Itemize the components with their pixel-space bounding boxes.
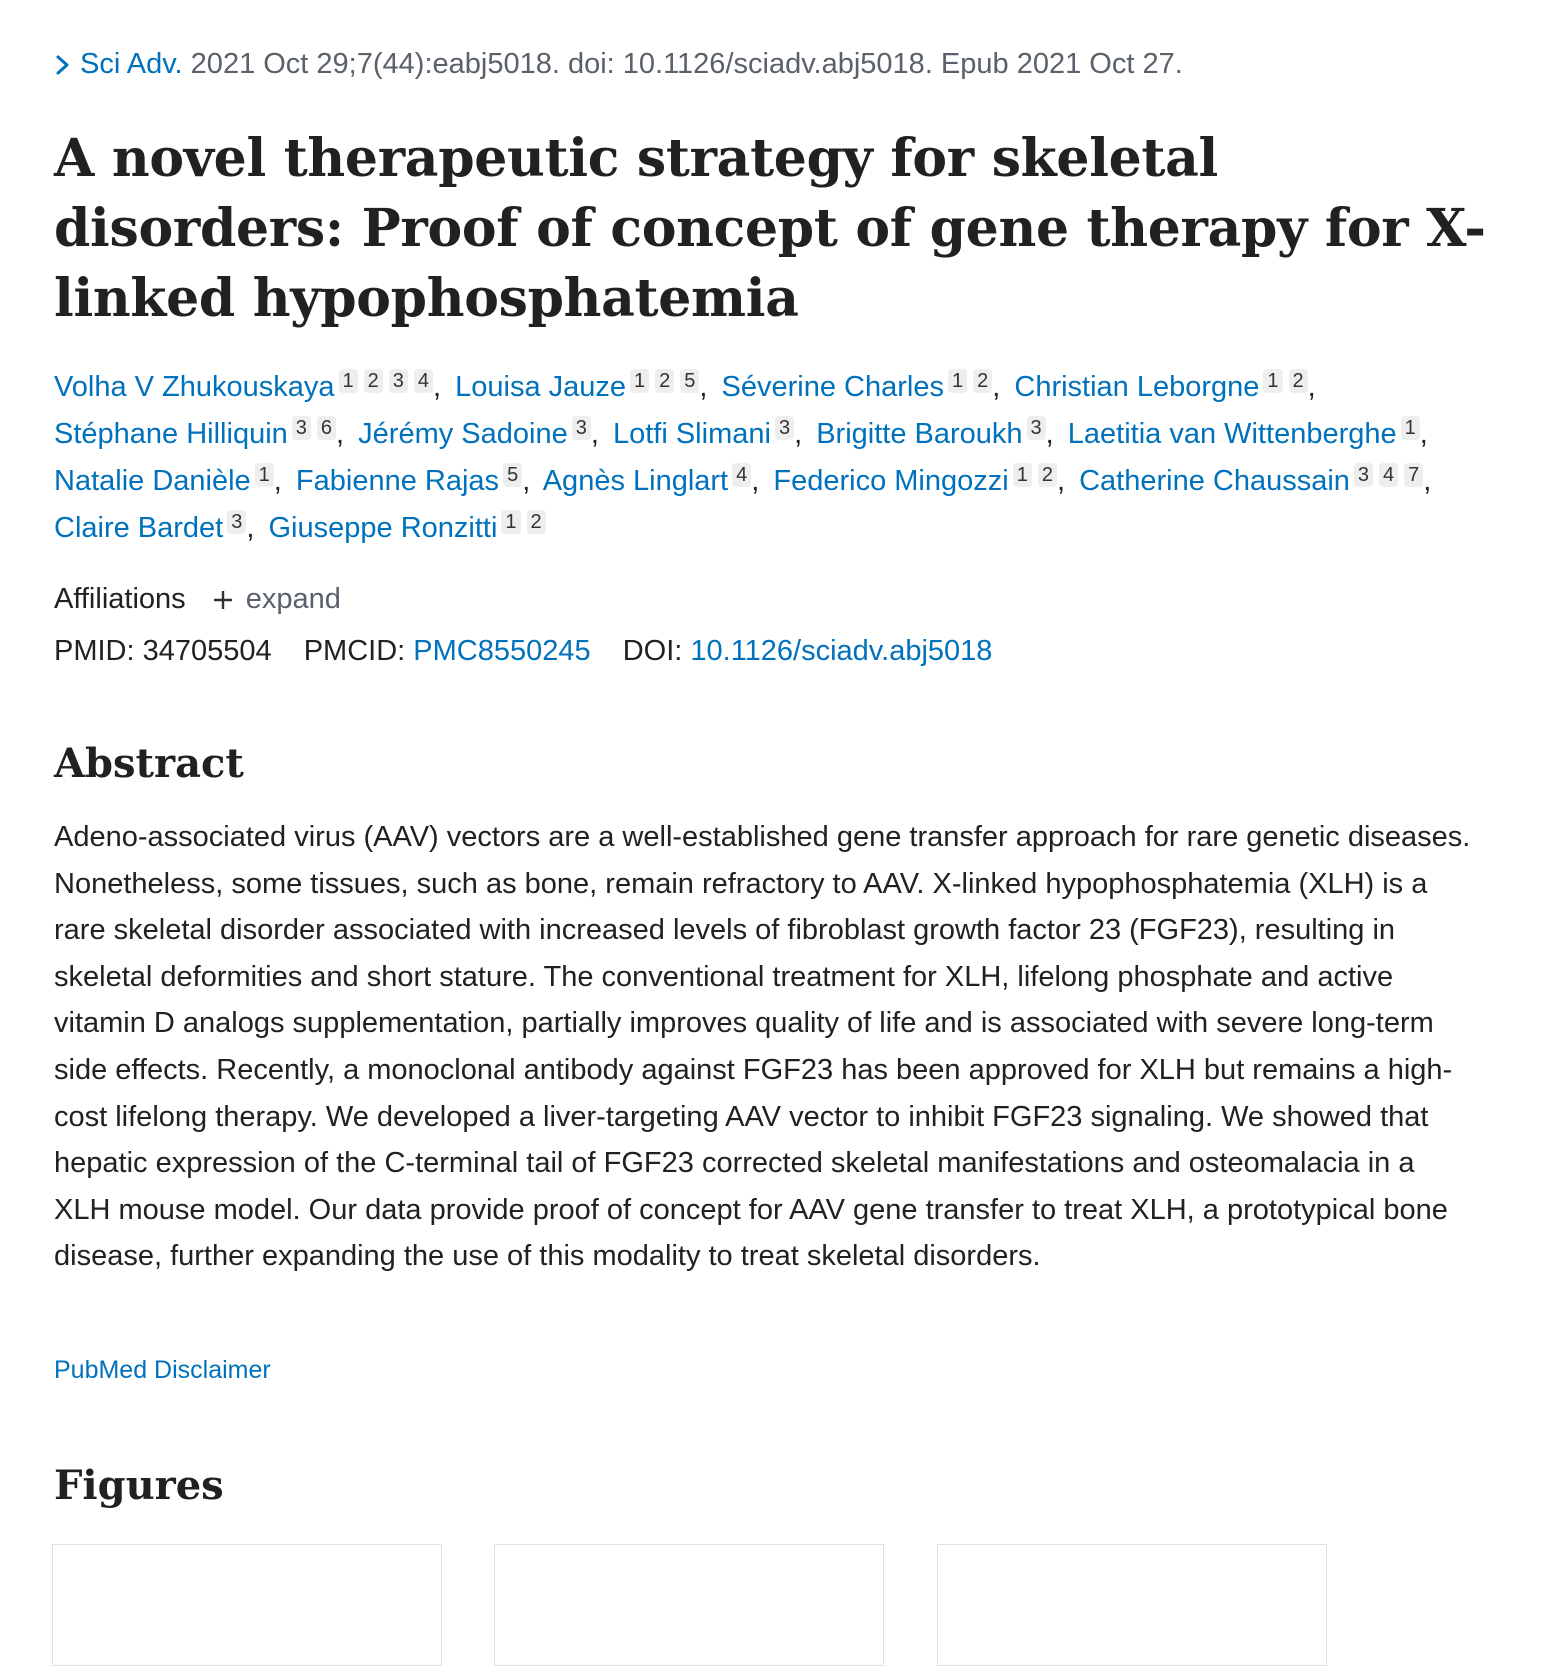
- affiliation-number-badge[interactable]: 1: [948, 369, 967, 393]
- affiliation-number-badge[interactable]: 6: [317, 416, 336, 440]
- author-item: [816, 418, 1060, 450]
- figure-thumbnail[interactable]: [937, 1544, 1327, 1666]
- pubmed-disclaimer-link[interactable]: PubMed Disclaimer: [54, 1356, 271, 1384]
- author-name-link[interactable]: Claire Bardet: [54, 512, 224, 544]
- doi-link[interactable]: 10.1126/sciadv.abj5018: [690, 635, 993, 667]
- affiliation-number-badge[interactable]: 1: [1263, 369, 1282, 393]
- author-separator: ,: [1307, 371, 1316, 403]
- affiliations-expand-toggle[interactable]: [212, 583, 341, 615]
- author-name-link[interactable]: Agnès Linglart: [542, 465, 729, 497]
- author-separator: ,: [522, 465, 531, 497]
- author-name-link[interactable]: Christian Leborgne: [1014, 371, 1260, 403]
- affiliation-number-badge[interactable]: 1: [501, 510, 520, 534]
- author-separator: ,: [794, 418, 803, 450]
- author-item: [269, 512, 546, 544]
- author-item: [722, 371, 1007, 403]
- pmid-value: 34705504: [142, 635, 272, 667]
- author-name-link[interactable]: Stéphane Hilliquin: [54, 418, 288, 450]
- author-separator: ,: [336, 418, 345, 450]
- figures-heading: Figures: [54, 1462, 224, 1509]
- figure-thumbnail[interactable]: [494, 1544, 884, 1666]
- author-name-link[interactable]: Lotfi Slimani: [612, 418, 771, 450]
- author-separator: ,: [273, 465, 282, 497]
- affiliation-number-badge[interactable]: 5: [503, 463, 522, 487]
- doi-group: [623, 635, 993, 667]
- author-separator: ,: [1045, 418, 1054, 450]
- author-name-link[interactable]: Laetitia van Wittenberghe: [1067, 418, 1397, 450]
- author-name-link[interactable]: Jérémy Sadoine: [358, 418, 568, 450]
- affiliation-number-badge[interactable]: 5: [680, 369, 699, 393]
- author-separator: ,: [433, 371, 442, 403]
- author-item: [1079, 465, 1437, 497]
- journal-link[interactable]: Sci Adv.: [80, 48, 183, 80]
- article-title: A novel therapeutic strategy for skeletal disorders: Proof of concept of gene therapy for X-linked hypophosphatemia: [54, 128, 1486, 329]
- plus-icon: [212, 581, 238, 623]
- affiliation-number-badge[interactable]: 3: [1354, 463, 1373, 487]
- citation-details: 2021 Oct 29;7(44):eabj5018. doi: 10.1126/sciadv.abj5018. Epub 2021 Oct 27.: [182, 48, 1183, 80]
- affiliation-number-badge[interactable]: 2: [655, 369, 674, 393]
- affiliation-number-badge[interactable]: 4: [414, 369, 433, 393]
- abstract-text: Adeno-associated virus (AAV) vectors are a well-established gene transfer approach for rare genetic diseases. Nonetheless, some tissues, such as bone, remain refractory to AAV. X-linked hypophosphatemia (XLH) is a rare skeletal disorder associated with increased levels of fibroblast growth factor 23 (FGF23), resulting in skeletal deformities and short stature. The conventional treatment for XLH, lifelong phosphate and active vitamin D analogs supplementation, partially improves quality of life and is associated with severe long-term side effects. Recently, a monoclonal antibody against FGF23 has been approved for XLH but remains a high-cost lifelong therapy. We developed a liver-targeting AAV vector to inhibit FGF23 signaling. We showed that hepatic expression of the C-terminal tail of FGF23 corrected skeletal manifestations and osteomalacia in a XLH mouse model. Our data provide proof of concept for AAV gene transfer to treat XLH, a prototypical bone disease, further expanding the use of this modality to treat skeletal disorders.: [54, 821, 1471, 1273]
- author-name-link[interactable]: Séverine Charles: [721, 371, 944, 403]
- affiliation-number-badge[interactable]: 3: [775, 416, 794, 440]
- chevron-right-icon[interactable]: [54, 54, 80, 76]
- author-separator: ,: [992, 371, 1001, 403]
- affiliation-number-badge[interactable]: 4: [732, 463, 751, 487]
- affiliations-label: Affiliations: [54, 583, 186, 615]
- author-separator: ,: [246, 512, 255, 544]
- author-item: [455, 371, 713, 403]
- author-name-link[interactable]: Natalie Danièle: [54, 465, 251, 497]
- affiliation-number-badge[interactable]: 2: [1289, 369, 1308, 393]
- figure-thumbnail[interactable]: [52, 1544, 442, 1666]
- affiliation-number-badge[interactable]: 4: [1379, 463, 1398, 487]
- affiliation-number-badge[interactable]: 3: [572, 416, 591, 440]
- author-item: [358, 418, 605, 450]
- affiliation-number-badge[interactable]: 1: [255, 463, 274, 487]
- author-item: [773, 465, 1071, 497]
- author-item: [1068, 418, 1434, 450]
- pmcid-link[interactable]: PMC8550245: [413, 635, 591, 667]
- affiliation-number-badge[interactable]: 1: [1013, 463, 1032, 487]
- doi-label: DOI:: [622, 635, 683, 667]
- author-name-link[interactable]: Brigitte Baroukh: [816, 418, 1023, 450]
- author-separator: ,: [751, 465, 760, 497]
- citation-line: [54, 44, 1183, 84]
- author-name-link[interactable]: Volha V Zhukouskaya: [54, 371, 335, 403]
- author-name-link[interactable]: Federico Mingozzi: [773, 465, 1009, 497]
- author-item: [54, 465, 288, 497]
- abstract-heading: Abstract: [54, 740, 244, 787]
- affiliation-number-badge[interactable]: 2: [364, 369, 383, 393]
- affiliation-number-badge[interactable]: 1: [630, 369, 649, 393]
- author-separator: ,: [1423, 465, 1432, 497]
- author-name-link[interactable]: Fabienne Rajas: [295, 465, 500, 497]
- affiliation-number-badge[interactable]: 3: [292, 416, 311, 440]
- author-name-link[interactable]: Louisa Jauze: [455, 371, 627, 403]
- pmid-label: PMID:: [54, 635, 135, 667]
- expand-label: expand: [245, 583, 341, 615]
- affiliation-number-badge[interactable]: 3: [389, 369, 408, 393]
- author-item: [54, 512, 260, 544]
- author-item: [54, 371, 447, 403]
- author-separator: ,: [590, 418, 599, 450]
- affiliation-number-badge[interactable]: 2: [527, 510, 546, 534]
- author-separator: ,: [1056, 465, 1066, 497]
- authors-list: [54, 364, 1514, 552]
- author-name-link[interactable]: Catherine Chaussain: [1079, 465, 1350, 497]
- affiliation-number-badge[interactable]: 1: [339, 369, 358, 393]
- author-item: [54, 418, 350, 450]
- affiliation-number-badge[interactable]: 1: [1401, 416, 1420, 440]
- author-item: [296, 465, 536, 497]
- pmcid-label: PMCID:: [303, 635, 406, 667]
- affiliation-number-badge[interactable]: 3: [1027, 416, 1046, 440]
- author-item: [1014, 371, 1321, 403]
- author-separator: ,: [1419, 418, 1428, 450]
- affiliations-row: [54, 578, 341, 623]
- identifiers-row: [54, 630, 1016, 672]
- pmid-group: [54, 635, 272, 667]
- affiliation-number-badge[interactable]: 2: [1038, 463, 1057, 487]
- affiliation-number-badge[interactable]: 7: [1404, 463, 1423, 487]
- author-separator: ,: [699, 371, 708, 403]
- author-item: [613, 418, 808, 450]
- author-name-link[interactable]: Giuseppe Ronzitti: [268, 512, 498, 544]
- pmcid-group: [304, 635, 591, 667]
- affiliation-number-badge[interactable]: 3: [227, 510, 246, 534]
- affiliation-number-badge[interactable]: 2: [973, 369, 992, 393]
- author-item: [543, 465, 766, 497]
